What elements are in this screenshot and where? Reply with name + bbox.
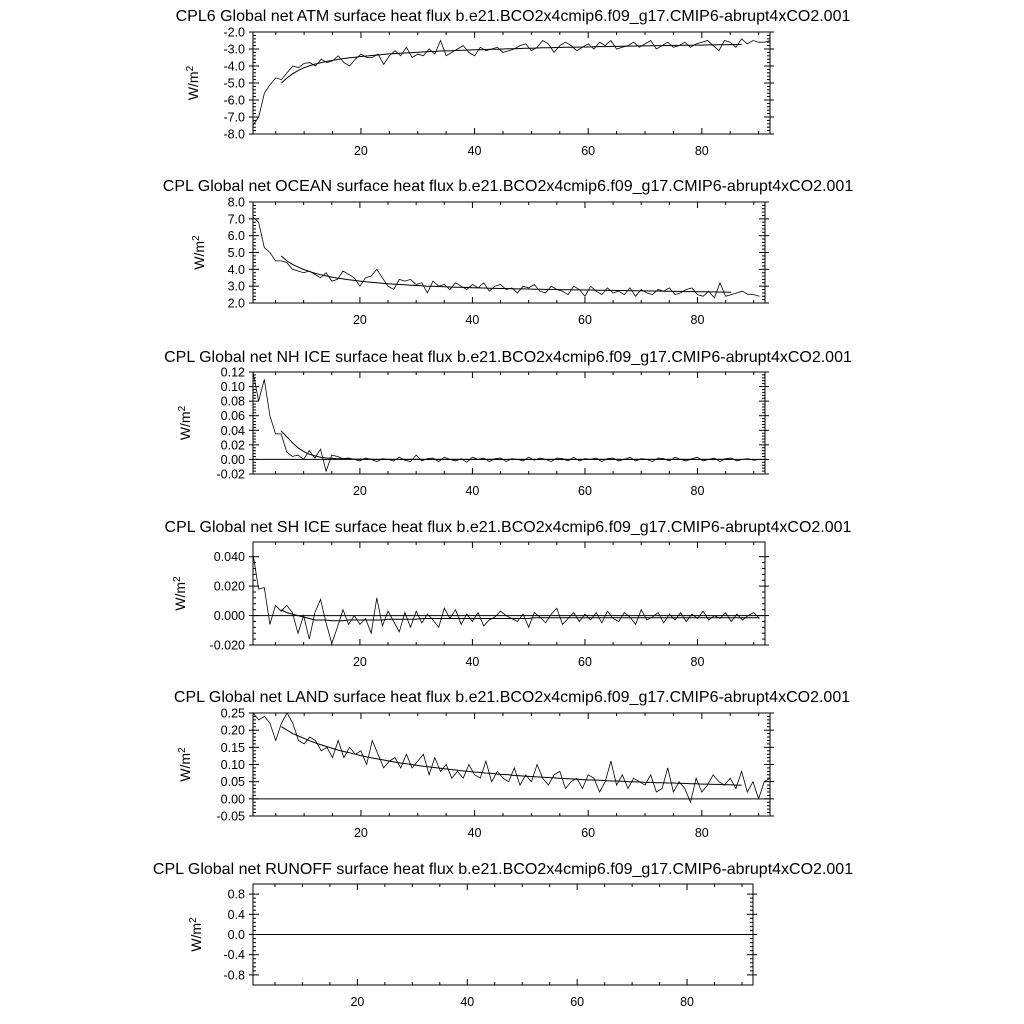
y-tick-label: 0.8 <box>227 887 245 902</box>
y-tick-label: 0.25 <box>220 706 245 721</box>
panel-3 <box>164 349 852 498</box>
y-tick-label: -6.0 <box>223 93 245 108</box>
y-tick-label: 0.08 <box>220 394 245 409</box>
y-tick-label: -4.0 <box>223 59 245 74</box>
plot-frame <box>253 713 770 816</box>
y-tick-label: 2.0 <box>227 296 245 311</box>
x-tick-label: 60 <box>581 144 596 158</box>
x-tick-label: 40 <box>465 313 480 327</box>
y-tick-label: -0.05 <box>216 809 245 824</box>
panel-6 <box>153 861 853 1009</box>
y-tick-label: 0.04 <box>220 423 245 438</box>
y-tick-label: -0.4 <box>223 948 245 963</box>
y-axis-label: $W/m^2$ <box>176 405 193 441</box>
series-line-annual <box>253 713 770 802</box>
panel-4 <box>165 519 852 669</box>
y-tick-label: 0.000 <box>213 609 245 624</box>
plot-frame <box>253 372 765 474</box>
series-line-running-mean <box>281 431 731 459</box>
y-tick-label: 8.0 <box>227 195 245 210</box>
y-tick-label: 0.12 <box>220 365 245 380</box>
x-tick-label: 40 <box>467 144 482 158</box>
x-tick-label: 20 <box>352 655 367 669</box>
x-tick-label: 40 <box>465 484 480 498</box>
y-tick-label: -7.0 <box>223 110 245 125</box>
y-tick-label: 0.15 <box>220 740 245 755</box>
panel-2 <box>163 178 854 327</box>
y-tick-label: 3.0 <box>227 279 245 294</box>
series-line-annual <box>253 372 759 471</box>
x-tick-label: 80 <box>690 313 705 327</box>
y-tick-label: 0.06 <box>220 409 245 424</box>
y-tick-label: 0.20 <box>220 723 245 738</box>
chart-title: CPL6 Global net ATM surface heat flux b.e21.BCO2x4cmip6.f09_g17.CMIP6-abrupt4xCO2.001 <box>175 8 851 25</box>
x-tick-label: 20 <box>353 144 368 158</box>
x-tick-label: 80 <box>694 144 709 158</box>
x-tick-label: 60 <box>578 655 592 669</box>
y-tick-label: 0.040 <box>213 550 245 565</box>
x-tick-label: 80 <box>690 655 705 669</box>
x-tick-label: 20 <box>353 826 368 840</box>
x-tick-label: 60 <box>570 995 585 1009</box>
y-tick-label: 0.0 <box>227 928 245 942</box>
chart-title: CPL Global net OCEAN surface heat flux b.e21.BCO2x4cmip6.f09_g17.CMIP6-abrupt4xCO2.001 <box>162 178 854 195</box>
plot-frame <box>253 542 765 645</box>
y-tick-label: 0.4 <box>227 907 245 922</box>
y-tick-label: -3.0 <box>223 42 245 57</box>
x-tick-label: 20 <box>352 313 367 327</box>
y-tick-label: -2.0 <box>223 25 245 40</box>
y-axis-label: $W/m^2$ <box>187 917 204 952</box>
x-tick-label: 60 <box>578 313 592 327</box>
y-tick-label: 0.020 <box>213 579 245 594</box>
x-tick-label: 80 <box>694 826 709 840</box>
series-line-annual <box>253 554 759 644</box>
chart-title: CPL Global net RUNOFF surface heat flux b.e21.BCO2x4cmip6.f09_g17.CMIP6-abrupt4xCO2.001 <box>152 861 854 878</box>
x-tick-label: 80 <box>690 484 705 498</box>
chart-title: CPL Global net SH ICE surface heat flux b.e21.BCO2x4cmip6.f09_g17.CMIP6-abrupt4xCO2.001 <box>164 519 852 536</box>
x-tick-label: 60 <box>581 826 596 840</box>
y-tick-label: 5.0 <box>227 246 245 260</box>
panel-1 <box>176 8 851 158</box>
y-tick-label: 0.00 <box>220 792 245 807</box>
x-tick-label: 60 <box>578 484 592 498</box>
plot-frame <box>253 202 765 303</box>
series-line-annual <box>253 217 759 298</box>
y-tick-label: 0.02 <box>220 438 245 453</box>
panel-5 <box>174 689 850 840</box>
y-axis-label: $W/m^2$ <box>190 235 207 270</box>
x-tick-label: 20 <box>350 995 365 1009</box>
y-tick-label: -0.02 <box>216 467 245 482</box>
x-tick-label: 20 <box>352 484 367 498</box>
series-line-running-mean <box>281 727 741 785</box>
y-tick-label: -5.0 <box>223 76 245 91</box>
y-tick-label: 7.0 <box>227 212 245 227</box>
y-tick-label: 0.10 <box>220 758 245 772</box>
y-tick-label: 0.10 <box>220 380 245 395</box>
x-tick-label: 80 <box>680 995 695 1009</box>
y-axis-label: $W/m^2$ <box>184 65 201 101</box>
x-tick-label: 40 <box>460 995 475 1009</box>
x-tick-label: 40 <box>465 655 480 669</box>
chart-title: CPL Global net LAND surface heat flux b.e21.BCO2x4cmip6.f09_g17.CMIP6-abrupt4xCO2.001 <box>173 689 851 706</box>
y-tick-label: -8.0 <box>223 127 245 142</box>
y-axis-label: $W/m^2$ <box>171 576 188 611</box>
plot-frame <box>253 32 770 134</box>
y-tick-label: -0.020 <box>209 638 245 653</box>
series-line-annual <box>253 39 770 126</box>
x-tick-label: 40 <box>467 826 482 840</box>
y-tick-label: 6.0 <box>227 229 245 244</box>
y-tick-label: 0.00 <box>220 452 245 467</box>
y-tick-label: -0.8 <box>223 968 245 983</box>
y-axis-label: $W/m^2$ <box>176 747 193 782</box>
y-tick-label: 4.0 <box>227 262 245 277</box>
y-tick-label: 0.05 <box>220 775 245 790</box>
chart-title: CPL Global net NH ICE surface heat flux b.e21.BCO2x4cmip6.f09_g17.CMIP6-abrupt4xCO2.001 <box>164 349 852 366</box>
